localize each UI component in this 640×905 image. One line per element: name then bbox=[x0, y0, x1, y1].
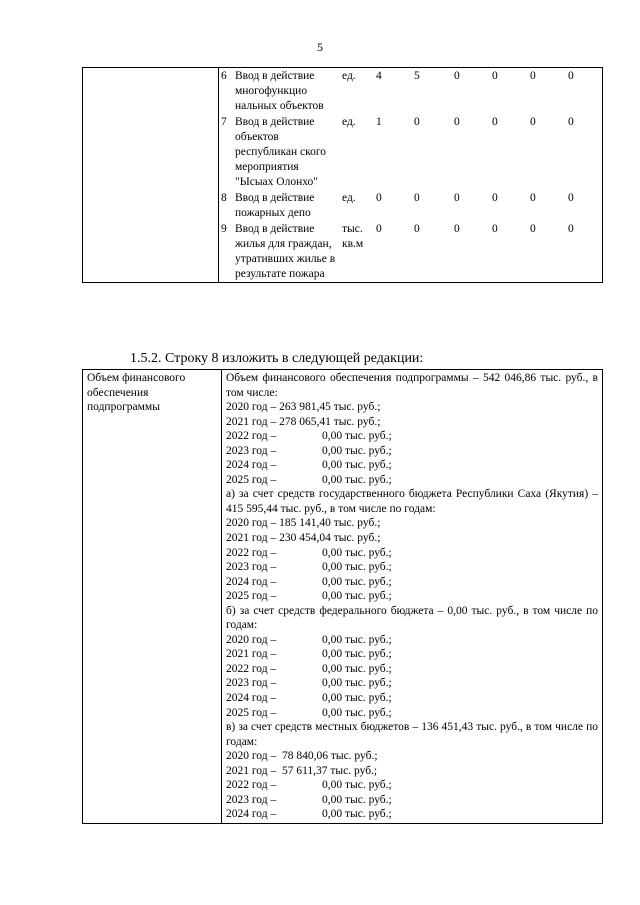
financing-content bbox=[222, 370, 603, 824]
financing-label: Объем финансового обеспечения подпрограммы bbox=[83, 370, 222, 824]
year-amount: 0,00 тыс. руб.; bbox=[322, 590, 392, 603]
indicator-name: Ввод в действие пожарных депо bbox=[235, 192, 315, 219]
value-cell: 0 bbox=[568, 190, 603, 221]
year-label: 2022 год – bbox=[226, 430, 277, 443]
year-label: 2022 год – bbox=[226, 546, 277, 559]
year-line bbox=[226, 676, 598, 691]
unit-cell: ед. bbox=[342, 68, 376, 115]
year-amount: 0,00 тыс. руб.; bbox=[322, 779, 392, 792]
value-cell: 0 bbox=[530, 192, 536, 204]
year-amount: 0,00 тыс. руб.; bbox=[322, 662, 392, 675]
unit-cell: ед. bbox=[342, 192, 356, 204]
year-amount: 0,00 тыс. руб.; bbox=[322, 459, 392, 472]
local-budget-intro: в) за счет средств местных бюджетов – 136 451,43 тыс. руб., в том числе по годам: bbox=[226, 721, 598, 748]
year-line: 2020 год – 78 840,06 тыс. руб.; bbox=[226, 750, 378, 763]
year-amount: 0,00 тыс. руб.; bbox=[322, 546, 392, 559]
value-cell: 0 bbox=[414, 116, 420, 128]
year-amount: 0,00 тыс. руб.; bbox=[322, 677, 392, 690]
indicator-name: Ввод в действие объектов республикан ского мероприятия "Ысыах Олонхо" bbox=[235, 116, 327, 188]
year-line bbox=[226, 575, 598, 590]
year-label: 2024 год – bbox=[226, 692, 277, 705]
unit-cell: тыс. кв.м bbox=[342, 221, 376, 283]
value-cell: 0 bbox=[492, 221, 530, 283]
year-line bbox=[226, 691, 598, 706]
page-number: 5 bbox=[317, 40, 323, 54]
target-row bbox=[83, 221, 603, 283]
year-line bbox=[226, 633, 598, 648]
value-cell: 1 bbox=[376, 116, 382, 128]
value-cell: 0 bbox=[492, 192, 498, 204]
year-line bbox=[226, 546, 598, 561]
federal-budget-intro: б) за счет средств федерального бюджета – 0,00 тыс. руб., в том числе по годам: bbox=[226, 604, 598, 632]
year-amount: 0,00 тыс. руб.; bbox=[322, 444, 392, 457]
year-label: 2023 год – bbox=[226, 561, 277, 574]
value-cell: 0 bbox=[376, 192, 382, 204]
year-line bbox=[226, 444, 598, 459]
state-budget-intro: а) за счет средств государственного бюджета Республики Саха (Якутия) – 415 595,44 тыс. руб., в том числе по годам: bbox=[226, 488, 598, 515]
year-amount: 0,00 тыс. руб.; bbox=[322, 808, 392, 821]
local-budget-years-list bbox=[226, 749, 598, 822]
financing-table bbox=[82, 369, 603, 824]
value-cell: 0 bbox=[414, 221, 454, 283]
year-line: 2021 год – 57 611,37 тыс. руб.; bbox=[226, 764, 378, 777]
year-label: 2025 год – bbox=[226, 473, 277, 486]
year-line bbox=[226, 473, 598, 488]
row-number: 6 bbox=[219, 68, 236, 115]
value-cell: 0 bbox=[568, 114, 603, 190]
year-line: 2020 год – 263 981,45 тыс. руб.; bbox=[226, 401, 381, 414]
year-line bbox=[226, 560, 598, 575]
value-cell: 0 bbox=[530, 116, 536, 128]
value-cell: 0 bbox=[454, 116, 460, 128]
value-cell: 0 bbox=[530, 68, 568, 115]
year-label: 2023 год – bbox=[226, 677, 277, 690]
year-amount: 0,00 тыс. руб.; bbox=[322, 793, 392, 806]
target-row bbox=[83, 68, 603, 115]
unit-cell: ед. bbox=[342, 116, 356, 128]
indicator-name: Ввод в действие многофункцио нальных объектов bbox=[235, 68, 342, 115]
target-row bbox=[83, 190, 603, 221]
value-cell: 0 bbox=[414, 192, 420, 204]
year-line bbox=[226, 589, 598, 604]
empty-cell bbox=[83, 68, 219, 115]
year-label: 2024 год – bbox=[226, 808, 277, 821]
value-cell: 0 bbox=[454, 192, 460, 204]
year-label: 2020 год – bbox=[226, 633, 277, 646]
target-row bbox=[83, 114, 603, 190]
year-amount: 0,00 тыс. руб.; bbox=[322, 473, 392, 486]
value-cell: 0 bbox=[568, 68, 603, 115]
empty-cell bbox=[83, 114, 219, 190]
year-line: 2020 год – 185 141,40 тыс. руб.; bbox=[226, 517, 381, 530]
value-cell: 0 bbox=[568, 221, 603, 283]
value-cell: 0 bbox=[454, 221, 492, 283]
year-amount: 0,00 тыс. руб.; bbox=[322, 561, 392, 574]
year-amount: 0,00 тыс. руб.; bbox=[322, 575, 392, 588]
value-cell: 0 bbox=[454, 68, 492, 115]
value-cell: 4 bbox=[376, 68, 414, 115]
year-amount: 0,00 тыс. руб.; bbox=[322, 430, 392, 443]
year-amount: 0,00 тыс. руб.; bbox=[322, 706, 392, 719]
federal-budget-years-list bbox=[226, 633, 598, 720]
year-label: 2021 год – bbox=[226, 648, 277, 661]
empty-cell bbox=[83, 190, 219, 221]
year-label: 2022 год – bbox=[226, 779, 277, 792]
state-budget-years-list bbox=[226, 516, 598, 603]
empty-cell bbox=[83, 221, 219, 283]
value-cell: 5 bbox=[414, 68, 454, 115]
value-cell: 0 bbox=[492, 68, 530, 115]
year-line bbox=[226, 458, 598, 473]
year-label: 2022 год – bbox=[226, 662, 277, 675]
year-line bbox=[226, 778, 598, 793]
year-line bbox=[226, 662, 598, 677]
year-line bbox=[226, 647, 598, 662]
year-line: 2021 год – 278 065,41 тыс. руб.; bbox=[226, 415, 381, 428]
year-line bbox=[226, 793, 598, 808]
row-number: 9 bbox=[219, 221, 236, 283]
targets-table bbox=[82, 67, 603, 283]
value-cell: 0 bbox=[530, 221, 568, 283]
year-amount: 0,00 тыс. руб.; bbox=[322, 633, 392, 646]
year-label: 2023 год – bbox=[226, 793, 277, 806]
value-cell: 0 bbox=[492, 116, 498, 128]
value-cell: 0 bbox=[376, 221, 414, 283]
row-number: 8 bbox=[221, 192, 227, 204]
indicator-name: Ввод в действие жилья для граждан, утративших жилье в результате пожара bbox=[235, 221, 342, 283]
total-years-list bbox=[226, 400, 598, 487]
year-line bbox=[226, 706, 598, 721]
year-line: 2021 год – 230 454,04 тыс. руб.; bbox=[226, 532, 381, 545]
year-label: 2023 год – bbox=[226, 444, 277, 457]
year-label: 2025 год – bbox=[226, 706, 277, 719]
year-line bbox=[226, 807, 598, 822]
year-amount: 0,00 тыс. руб.; bbox=[322, 692, 392, 705]
row-number: 7 bbox=[221, 116, 227, 128]
year-label: 2024 год – bbox=[226, 459, 277, 472]
year-label: 2025 год – bbox=[226, 590, 277, 603]
financing-intro: Объем финансового обеспечения подпрограммы – 542 046,86 тыс. руб., в том числе: bbox=[226, 372, 598, 399]
year-label: 2024 год – bbox=[226, 575, 277, 588]
section-heading: 1.5.2. Строку 8 изложить в следующей редакции: bbox=[130, 351, 424, 366]
year-line bbox=[226, 429, 598, 444]
year-amount: 0,00 тыс. руб.; bbox=[322, 648, 392, 661]
